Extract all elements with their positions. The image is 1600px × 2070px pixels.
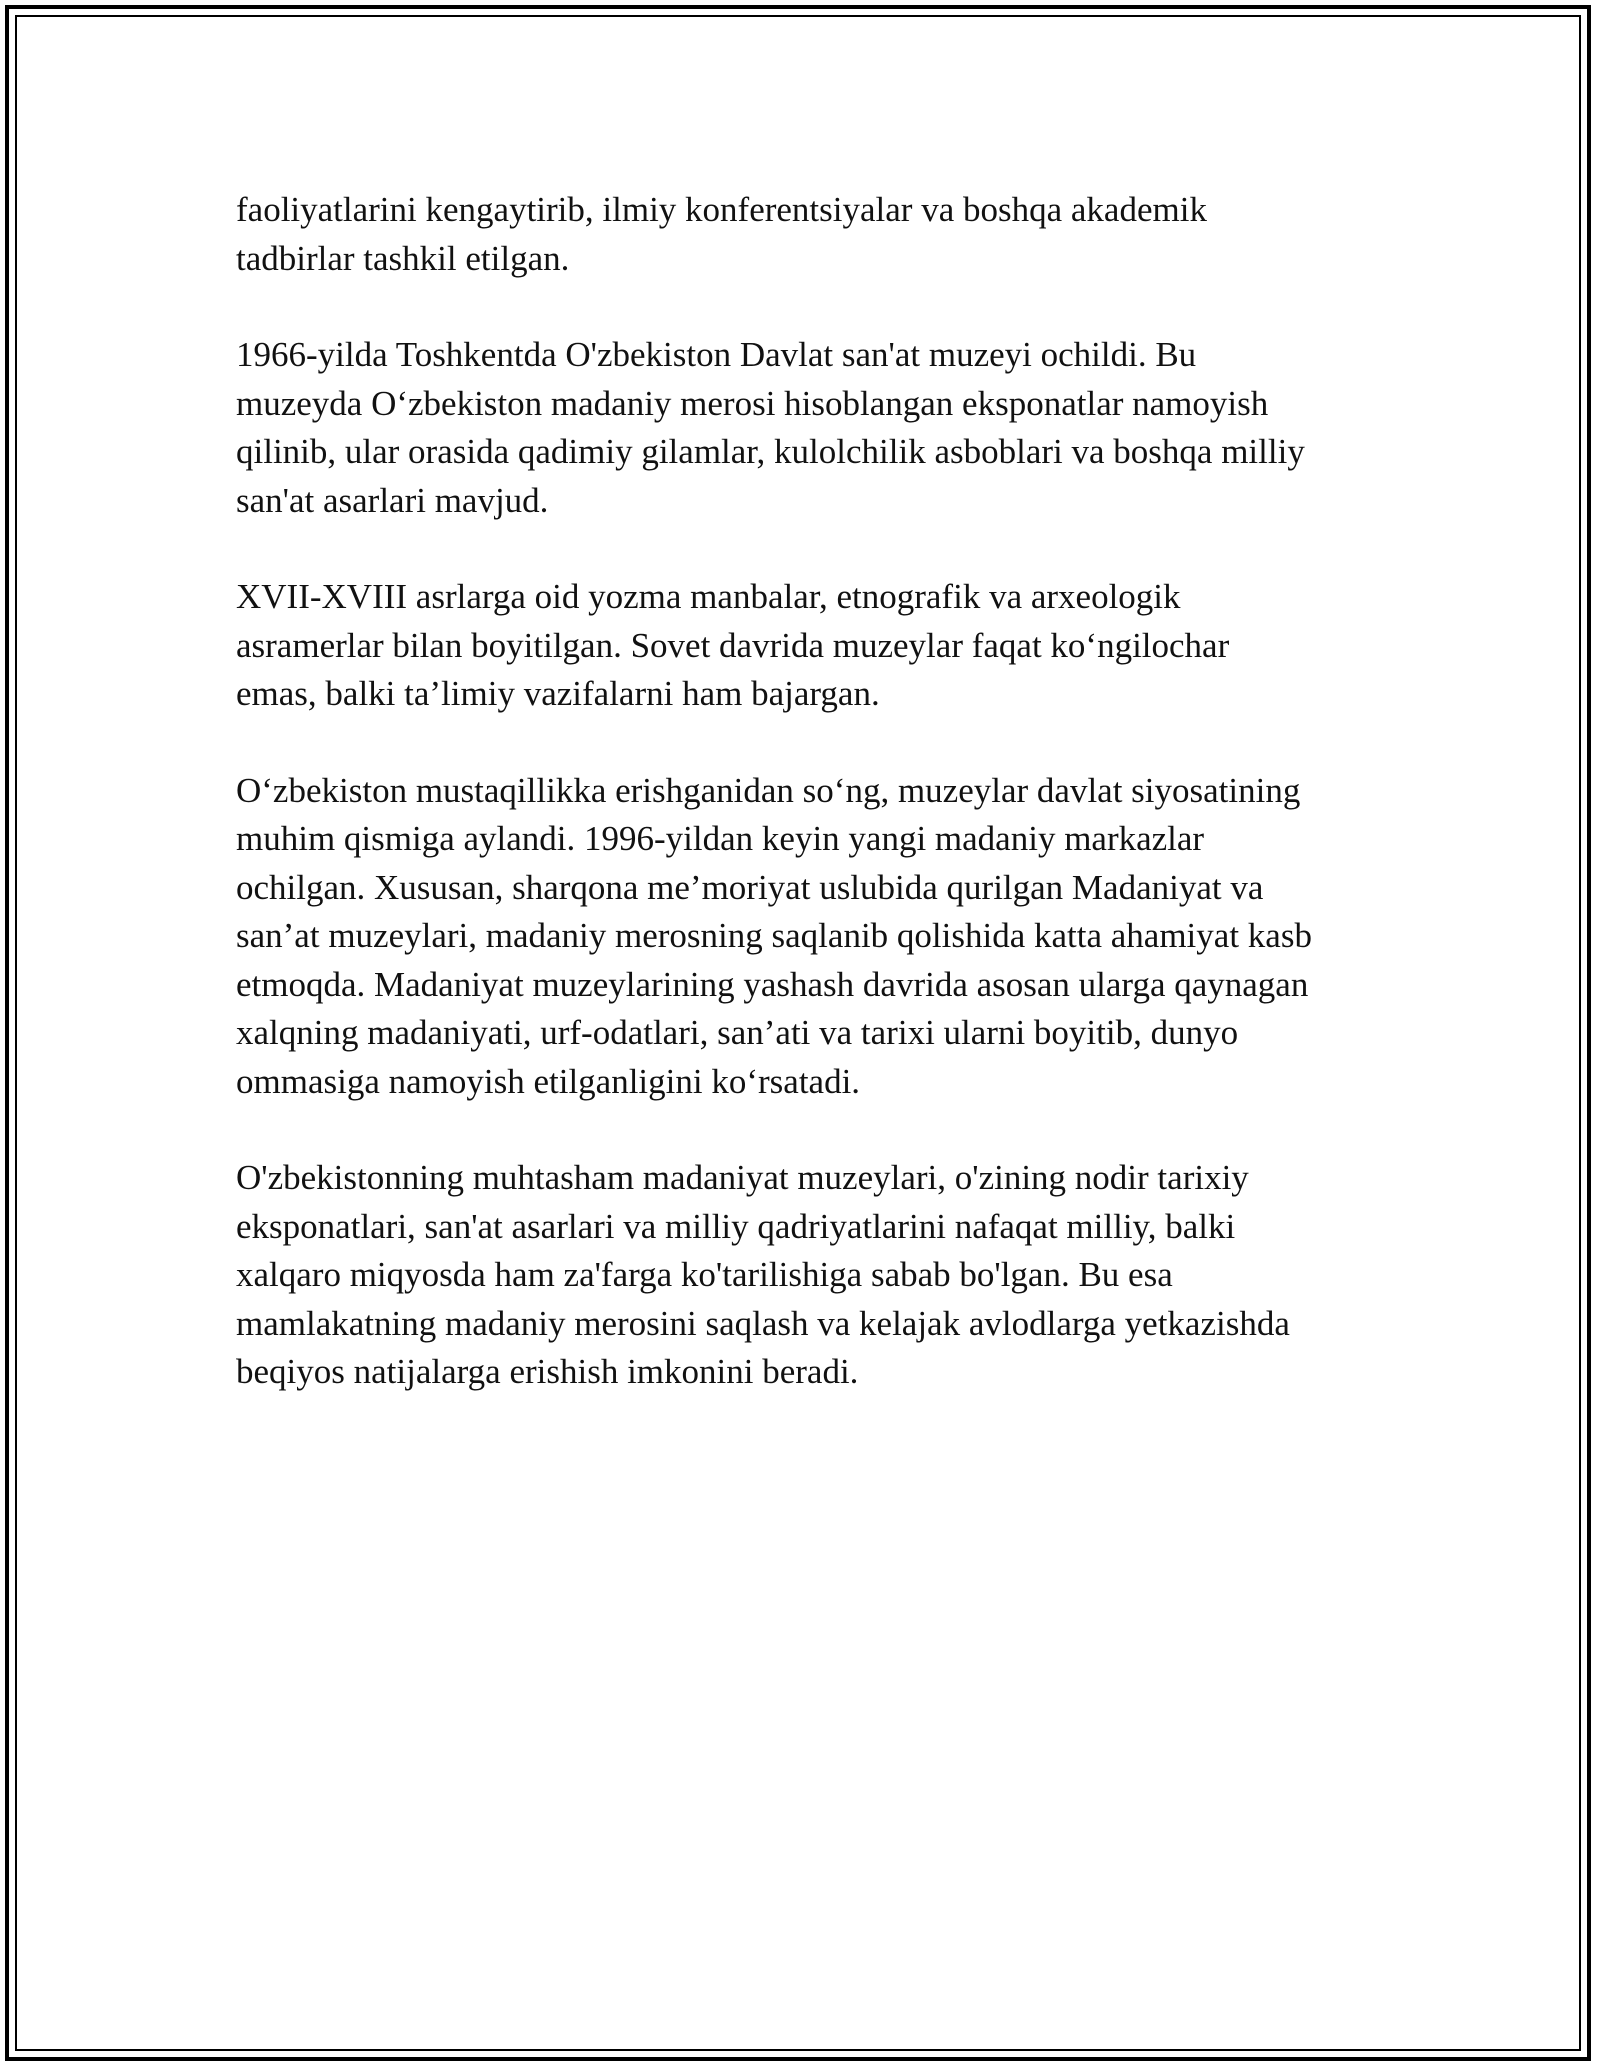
page-body [236,186,1366,1445]
paragraph-1: faoliyatlarini kengaytirib, ilmiy konferentsiyalar va boshqa akademik tadbirlar tashkil etilgan. [236,190,1207,278]
paragraph-3: XVII-XVIII asrlarga oid yozma manbalar, etnografik va arxeologik asramerlar bilan boyitilgan. Sovet davrida muzeylar faqat ko‘ngilochar emas, balki ta’limiy vazifalarni ham bajargan. [236,577,1230,713]
paragraph-5: O'zbekistonning muhtasham madaniyat muzeylari, o'zining nodir tarixiy eksponatlari, san'at asarlari va milliy qadriyatlarini nafaqat milliy, balki xalqaro miqyosda ham za'farga ko'tarilishiga sabab bo'lgan. Bu esa mamlakatning madaniy merosini saqlash va kelajak avlodlarga yetkazishda beqiyos natijalarga erishish imkonini beradi. [236,1158,1290,1391]
paragraph-2: 1966-yilda Toshkentda O'zbekiston Davlat san'at muzeyi ochildi. Bu muzeyda O‘zbekiston madaniy merosi hisoblangan eksponatlar namoyish qilinib, ular orasida qadimiy gilamlar, kulolchilik asboblari va boshqa milliy san'at asarlari mavjud. [236,335,1305,520]
paragraph-4: O‘zbekiston mustaqillikka erishganidan so‘ng, muzeylar davlat siyosatining muhim qismiga aylandi. 1996-yildan keyin yangi madaniy markazlar ochilgan. Xususan, sharqona me’moriyat uslubida qurilgan Madaniyat va san’at muzeylari, madaniy merosning saqlanib qolishida katta ahamiyat kasb etmoqda. Madaniyat muzeylarining yashash davrida asosan ularga qaynagan xalqning madaniyati, urf-odatlari, san’ati va tarixi ularni boyitib, dunyo ommasiga namoyish etilganligini ko‘rsatadi. [236,770,1312,1101]
